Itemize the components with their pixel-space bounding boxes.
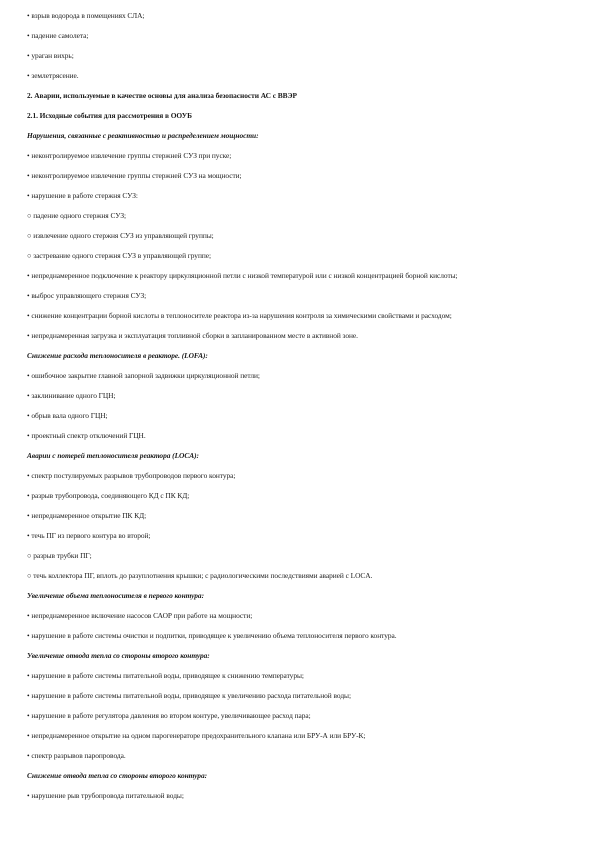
list-item: • непреднамеренная загрузка и эксплуатация топливной сборки в запланированном месте в активной зоне. <box>27 331 358 340</box>
section-heading: 2. Аварии, используемые в качестве основы для анализа безопасности АС с ВВЭР <box>27 91 297 100</box>
list-item: ○ извлечение одного стержня СУЗ из управляющей группы; <box>27 231 214 240</box>
section-heading: Аварии с потерей теплоносителя реактора (LOCA): <box>27 451 199 460</box>
list-item: • выброс управляющего стержня СУЗ; <box>27 291 147 300</box>
list-item: ○ течь коллектора ПГ, вплоть до разуплотнения крышки; с радиологическими последствиями аварией с LOCA. <box>27 571 373 580</box>
list-item: • нарушение в работе системы питательной воды, приводящее к увеличению расхода питательной воды; <box>27 691 351 700</box>
list-item: ○ падение одного стержня СУЗ; <box>27 211 126 220</box>
list-item: • спектр разрывов паропровода. <box>27 751 126 760</box>
list-item: • разрыв трубопровода, соединяющего КД с ПК КД; <box>27 491 190 500</box>
section-heading: Снижение расхода теплоносителя в реакторе. (LOFA): <box>27 351 208 360</box>
list-item: • взрыв водорода в помещениях СЛА; <box>27 11 145 20</box>
section-heading: Снижение отвода тепла со стороны второго контура: <box>27 771 207 780</box>
list-item: • снижение концентрации борной кислоты в теплоносителе реактора из-за нарушения контроля за химическими свойствами и расходом; <box>27 311 452 320</box>
section-heading: 2.1. Исходные события для рассмотрения в ООУБ <box>27 111 192 120</box>
list-item: • обрыв вала одного ГЦН; <box>27 411 108 420</box>
section-heading: Увеличение отвода тепла со стороны второго контура: <box>27 651 210 660</box>
list-item: • неконтролируемое извлечение группы стержней СУЗ при пуске; <box>27 151 232 160</box>
section-heading: Увеличение объема теплоносителя в первого контура: <box>27 591 204 600</box>
list-item: • проектный спектр отключений ГЦН. <box>27 431 146 440</box>
list-item: • непреднамеренное подключение к реактору циркуляционной петли с низкой температурой или с низкой концентрацией борной кислоты; <box>27 271 458 280</box>
list-item: • неконтролируемое извлечение группы стержней СУЗ на мощности; <box>27 171 242 180</box>
list-item: • непреднамеренное включение насосов САОР при работе на мощности; <box>27 611 253 620</box>
list-item: • ошибочное закрытие главной запорной задвижки циркуляционной петли; <box>27 371 260 380</box>
list-item: • заклинивание одного ГЦН; <box>27 391 116 400</box>
list-item: • падение самолета; <box>27 31 89 40</box>
section-heading: Нарушения, связанные с реактивностью и распределением мощности: <box>27 131 259 140</box>
list-item: • непреднамеренное открытие ПК КД; <box>27 511 147 520</box>
list-item: • нарушение в работе системы питательной воды, приводящее к снижению температуры; <box>27 671 304 680</box>
list-item: • нарушение в работе регулятора давления во втором контуре, увеличивающее расход пара; <box>27 711 311 720</box>
list-item: • нарушение в работе стержня СУЗ: <box>27 191 138 200</box>
list-item: • непреднамеренное открытие на одном парогенераторе предохранительного клапана или БРУ-А или БРУ-К; <box>27 731 366 740</box>
document-body <box>27 11 572 801</box>
list-item: • землетрясение. <box>27 71 79 80</box>
list-item: • нарушение рыв трубопровода питательной воды; <box>27 791 184 800</box>
list-item: ○ застревание одного стержня СУЗ в управляющей группе; <box>27 251 211 260</box>
list-item: • течь ПГ из первого контура во второй; <box>27 531 151 540</box>
list-item: • спектр постулируемых разрывов трубопроводов первого контура; <box>27 471 236 480</box>
list-item: • нарушение в работе системы очистки и подпитки, приводящее к увеличению объема теплоносителя первого контура. <box>27 631 397 640</box>
list-item: ○ разрыв трубки ПГ; <box>27 551 92 560</box>
list-item: • ураган вихрь; <box>27 51 74 60</box>
